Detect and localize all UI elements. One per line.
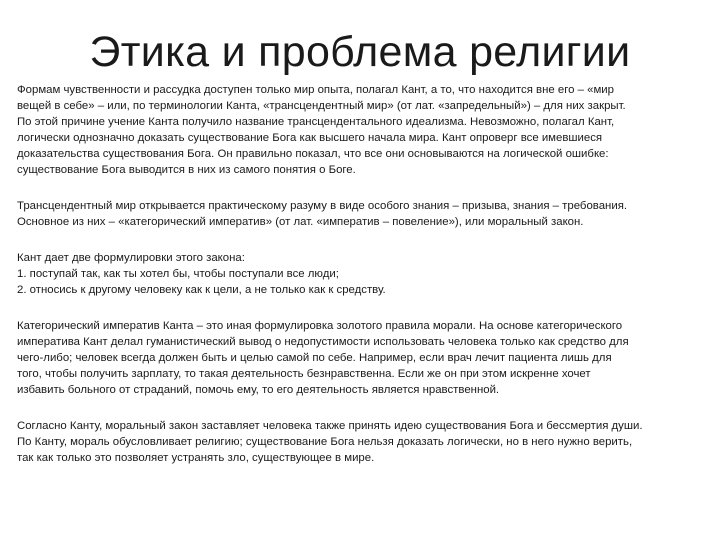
text-line: так как только это позволяет устранять зло, существующее в мире. (17, 452, 375, 464)
text-line: Согласно Канту, моральный закон заставляет человека также принять идею существования Бога и бессмертия души. (17, 420, 643, 432)
text-line: По этой причине учение Канта получило название трансцендентального идеализма. Невозможно, полагал Кант, (17, 116, 615, 128)
list-item: 1. поступай так, как ты хотел бы, чтобы поступали все люди; (17, 268, 339, 280)
text-line: логически однозначно доказать существование Бога как высшего начала мира. Кант опроверг все имевшиеся (17, 132, 603, 144)
paragraph-transcendental-idealism (17, 82, 713, 178)
text-line: По Канту, мораль обусловливает религию; существование Бога нельзя доказать логически, но в него нужно верить, (17, 436, 633, 448)
slide-body (17, 82, 713, 486)
text-line: доказательства существования Бога. Он правильно показал, что все они основываются на логической ошибке: (17, 148, 609, 160)
text-line: избавить больного от страданий, помочь ему, то его деятельность является нравственной. (17, 384, 500, 396)
text-line: вещей в себе» – или, по терминологии Канта, «трансцендентный мир» (от лат. «запредельный») – для них закрыт. (17, 100, 626, 112)
paragraph-formulations (17, 250, 713, 298)
text-line: Формам чувственности и рассудка доступен только мир опыта, полагал Кант, а то, что находится вне его – «мир (17, 84, 614, 96)
text-line: Основное из них – «категорический императив» (от лат. «императив – повеление»), или моральный закон. (17, 216, 584, 228)
text-line: существование Бога выводится в них из самого понятия о Боге. (17, 164, 356, 176)
text-line: императива Кант делал гуманистический вывод о недопустимости использовать человека только как средство для (17, 336, 629, 348)
text-line: Трансцендентный мир открывается практическому разуму в виде особого знания – призыва, знания – требования. (17, 200, 628, 212)
text-line: Категорический императив Канта – это иная формулировка золотого правила морали. На основе категорического (17, 320, 623, 332)
paragraph-practical-reason (17, 198, 713, 230)
list-item: 2. относись к другому человеку как к цели, а не только как к средству. (17, 284, 386, 296)
paragraph-golden-rule (17, 318, 713, 398)
paragraph-moral-law-religion (17, 418, 713, 466)
text-line: чего-либо; человек всегда должен быть и целью самой по себе. Например, если врач лечит пациента лишь для (17, 352, 612, 364)
text-line: того, чтобы получить зарплату, то такая деятельность безнравственна. Если же он при этом искренне хочет (17, 368, 591, 380)
slide-title: Этика и проблема религии (89, 28, 631, 76)
text-line: Кант дает две формулировки этого закона: (17, 252, 245, 264)
